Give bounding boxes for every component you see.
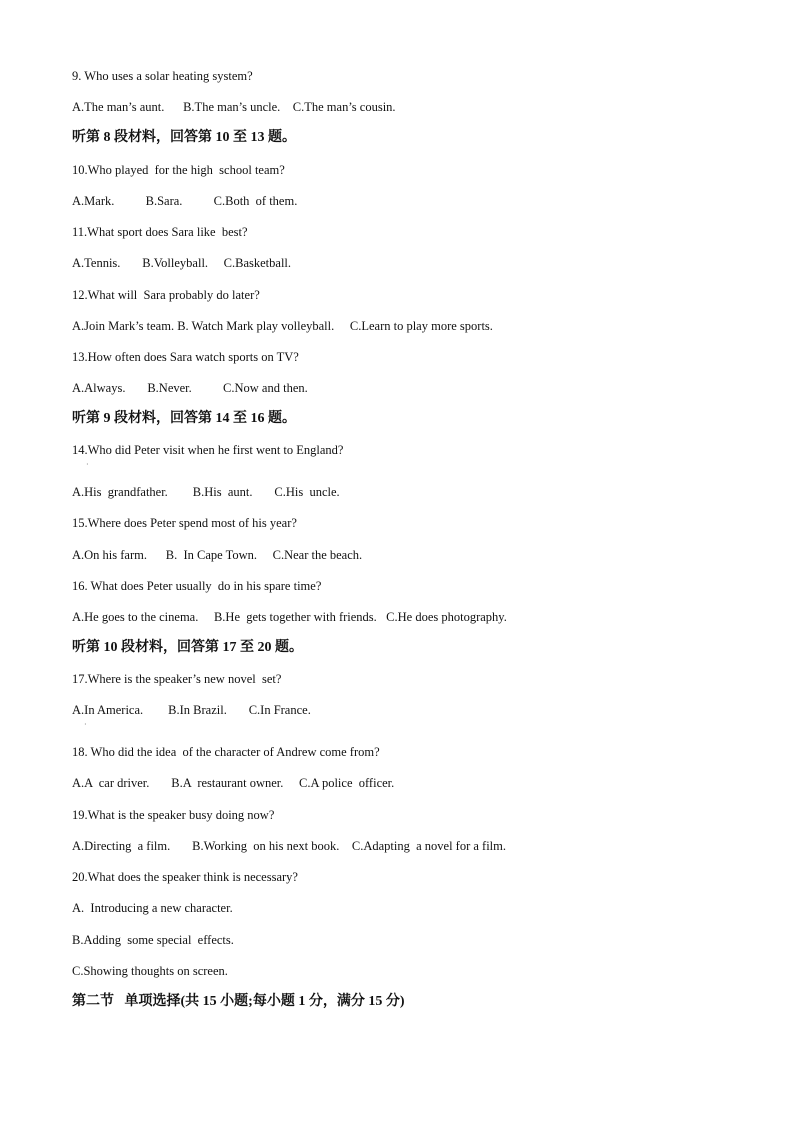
options-15: A.On his farm. B. In Cape Town. C.Near the beach.: [72, 548, 363, 562]
options-13: A.Always. B.Never. C.Now and then.: [72, 381, 308, 395]
section-heading-9: 听第 9 段材料，回答第 14 至 16 题。: [72, 411, 296, 426]
option-20-c: C.Showing thoughts on screen.: [72, 964, 228, 978]
question-12: 12.What will Sara probably do later?: [72, 288, 260, 302]
options-12: A.Join Mark’s team. B. Watch Mark play volleyball. C.Learn to play more sports.: [72, 319, 493, 333]
options-9: A.The man’s aunt. B.The man’s uncle. C.The man’s cousin.: [72, 100, 396, 114]
stray-mark: ·: [84, 720, 87, 729]
options-19: A.Directing a film. B.Working on his next book. C.Adapting a novel for a film.: [72, 839, 506, 853]
section-heading-10: 听第 10 段材料，回答第 17 至 20 题。: [72, 640, 303, 655]
question-16: 16. What does Peter usually do in his spare time?: [72, 579, 322, 593]
question-19: 19.What is the speaker busy doing now?: [72, 808, 275, 822]
options-18: A.A car driver. B.A restaurant owner. C.A police officer.: [72, 776, 395, 790]
question-20: 20.What does the speaker think is necessary?: [72, 870, 298, 884]
options-10: A.Mark. B.Sara. C.Both of them.: [72, 194, 298, 208]
section-heading-8: 听第 8 段材料，回答第 10 至 13 题。: [72, 130, 296, 145]
question-18: 18. Who did the idea of the character of Andrew come from?: [72, 745, 380, 759]
question-11: 11.What sport does Sara like best?: [72, 225, 248, 239]
part-two-heading: 第二节 单项选择(共 15 小题;每小题 1 分，满分 15 分): [72, 994, 405, 1009]
options-17: A.In America. B.In Brazil. C.In France.: [72, 703, 311, 717]
option-20-b: B.Adding some special effects.: [72, 933, 234, 947]
options-16: A.He goes to the cinema. B.He gets together with friends. C.He does photography.: [72, 610, 507, 624]
options-14: A.His grandfather. B.His aunt. C.His uncle.: [72, 485, 340, 499]
question-10: 10.Who played for the high school team?: [72, 163, 285, 177]
stray-mark: ·: [86, 460, 89, 469]
options-11: A.Tennis. B.Volleyball. C.Basketball.: [72, 256, 292, 270]
question-14: 14.Who did Peter visit when he first went to England?: [72, 443, 344, 457]
question-13: 13.How often does Sara watch sports on TV?: [72, 350, 299, 364]
option-20-a: A. Introducing a new character.: [72, 901, 233, 915]
question-9: 9. Who uses a solar heating system?: [72, 69, 253, 83]
question-15: 15.Where does Peter spend most of his year?: [72, 516, 297, 530]
question-17: 17.Where is the speaker’s new novel set?: [72, 672, 282, 686]
